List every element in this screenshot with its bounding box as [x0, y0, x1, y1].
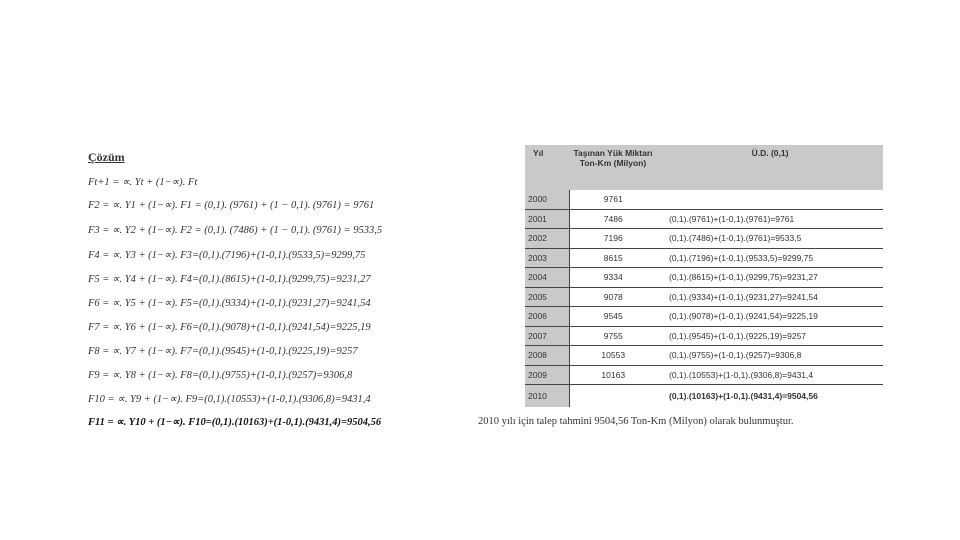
cell-quantity: 9761 — [569, 190, 657, 209]
cell-quantity: 10163 — [569, 365, 657, 385]
formula-line: F7 = ∝. Y6 + (1−∝). F6=(0,1).(9078)+(1-0,1).(9241,54)=9225,19 — [88, 322, 371, 333]
cell-quantity: 8615 — [569, 248, 657, 268]
formula-line: F2 = ∝. Y1 + (1−∝). F1 = (0,1). (9761) + (1 − 0,1). (9761) = 9761 — [88, 200, 375, 211]
cell-year: 2005 — [525, 287, 569, 307]
cell-ud: (0,1).(9545)+(1-0,1).(9225,19)=9257 — [657, 326, 883, 346]
cell-ud — [657, 190, 883, 209]
cell-quantity: 9755 — [569, 326, 657, 346]
formula-line: F3 = ∝. Y2 + (1−∝). F2 = (0,1). (7486) + (1 − 0,1). (9761) = 9533,5 — [88, 225, 383, 236]
cell-year: 2006 — [525, 307, 569, 327]
forecast-table-container — [525, 145, 883, 407]
solution-title: Çözüm — [88, 150, 125, 164]
cell-year: 2009 — [525, 365, 569, 385]
table-row — [525, 229, 883, 249]
cell-quantity: 9545 — [569, 307, 657, 327]
cell-ud: (0,1).(7486)+(1-0,1).(9761)=9533,5 — [657, 229, 883, 249]
cell-quantity: 7486 — [569, 209, 657, 229]
cell-ud: (0,1).(10163)+(1-0,1).(9431,4)=9504,56 — [669, 391, 818, 401]
header-ud: Ü.D. (0,1) — [657, 145, 883, 190]
cell-ud: (0,1).(8615)+(1-0,1).(9299,75)=9231,27 — [657, 268, 883, 288]
cell-year: 2003 — [525, 248, 569, 268]
cell-quantity: 10553 — [569, 346, 657, 366]
table-row — [525, 190, 883, 209]
cell-year: 2007 — [525, 326, 569, 346]
cell-year: 2001 — [525, 209, 569, 229]
cell-year: 2000 — [525, 190, 569, 209]
cell-ud: (0,1).(9334)+(1-0,1).(9231,27)=9241,54 — [657, 287, 883, 307]
table-row — [525, 365, 883, 385]
table-row — [525, 326, 883, 346]
cell-year: 2002 — [525, 229, 569, 249]
table-header-row — [525, 145, 883, 190]
cell-year: 2008 — [525, 346, 569, 366]
cell-ud: (0,1).(9761)+(1-0,1).(9761)=9761 — [657, 209, 883, 229]
formula-line: Ft+1 = ∝. Yt + (1−∝). Ft — [88, 177, 198, 188]
cell-ud: (0,1).(10553)+(1-0,1).(9306,8)=9431,4 — [657, 365, 883, 385]
formula-line: F4 = ∝. Y3 + (1−∝). F3=(0,1).(7196)+(1-0,1).(9533,5)=9299,75 — [88, 250, 366, 261]
table-row — [525, 346, 883, 366]
table-row — [525, 248, 883, 268]
cell-quantity: 9078 — [569, 287, 657, 307]
cell-year: 2004 — [525, 268, 569, 288]
cell-quantity: 9334 — [569, 268, 657, 288]
forecast-table — [525, 145, 883, 407]
cell-ud: (0,1).(9078)+(1-0,1).(9241,54)=9225,19 — [657, 307, 883, 327]
cell-quantity — [569, 385, 657, 408]
cell-quantity: 7196 — [569, 229, 657, 249]
cell-ud: (0,1).(9755)+(1-0,1).(9257)=9306,8 — [657, 346, 883, 366]
table-row — [525, 385, 883, 408]
header-quantity: Taşınan Yük Miktarı Ton-Km (Milyon) — [569, 145, 657, 190]
table-row — [525, 209, 883, 229]
cell-year: 2010 — [525, 385, 569, 408]
formula-line: F9 = ∝. Y8 + (1−∝). F8=(0,1).(9755)+(1-0,1).(9257)=9306,8 — [88, 370, 353, 381]
table-row — [525, 307, 883, 327]
formula-line: F5 = ∝. Y4 + (1−∝). F4=(0,1).(8615)+(1-0,1).(9299,75)=9231,27 — [88, 274, 371, 285]
cell-ud: (0,1).(7196)+(1-0,1).(9533,5)=9299,75 — [657, 248, 883, 268]
formula-line: F10 = ∝. Y9 + (1−∝). F9=(0,1).(10553)+(1-0,1).(9306,8)=9431,4 — [88, 394, 371, 405]
formula-line-final: F11 = ∝. Y10 + (1−∝). F10=(0,1).(10163)+(1-0,1).(9431,4)=9504,56 — [88, 417, 382, 428]
header-year: Yıl — [525, 145, 569, 190]
formula-line: F6 = ∝. Y5 + (1−∝). F5=(0,1).(9334)+(1-0,1).(9231,27)=9241,54 — [88, 298, 371, 309]
table-row — [525, 287, 883, 307]
formula-line: F8 = ∝. Y7 + (1−∝). F7=(0,1).(9545)+(1-0,1).(9225,19)=9257 — [88, 346, 358, 357]
table-row — [525, 268, 883, 288]
conclusion-text: 2010 yılı için talep tahmini 9504,56 Ton-Km (Milyon) olarak bulunmuştur. — [478, 416, 794, 427]
